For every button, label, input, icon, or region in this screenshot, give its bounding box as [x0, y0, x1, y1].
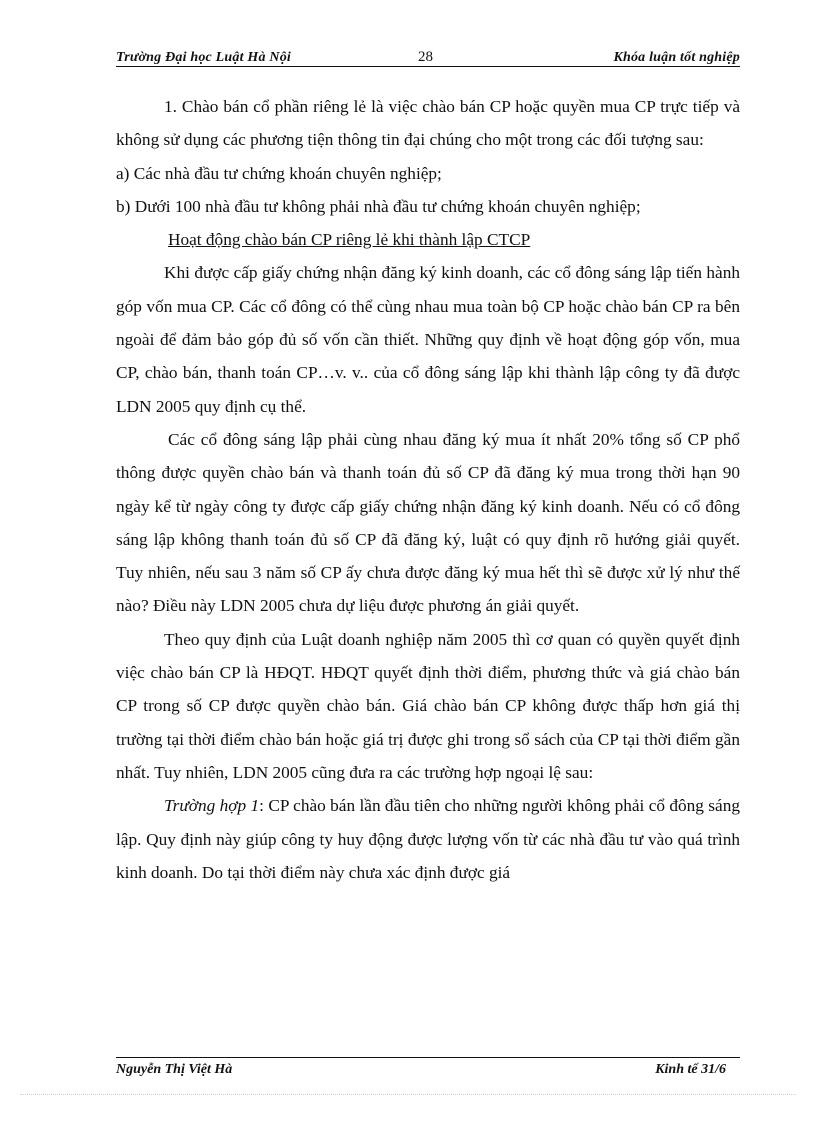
- header-university: Trường Đại học Luật Hà Nội: [116, 50, 291, 65]
- footer-author: Nguyễn Thị Việt Hà: [116, 1062, 233, 1077]
- paragraph-capital-contribution: Khi được cấp giấy chứng nhận đăng ký kinh doanh, các cổ đông sáng lập tiến hành góp vốn mua CP. Các cổ đông có thể cùng nhau mua toàn bộ CP hoặc chào bán CP ra bên ngoài để đảm bảo góp đủ số vốn cần thiết. Những quy định về hoạt động góp vốn, mua CP, chào bán, thanh toán CP…v. v.. của cổ đông sáng lập khi thành lập công ty đã được LDN 2005 quy định cụ thể.: [116, 263, 740, 416]
- page-footer: [116, 1060, 740, 1080]
- document-body: [116, 90, 740, 889]
- footer-class: Kinh tế 31/6: [655, 1062, 726, 1077]
- paragraph-case-1: [116, 789, 740, 889]
- paragraph-founding-shareholders: Các cổ đông sáng lập phải cùng nhau đăng ký mua ít nhất 20% tổng số CP phổ thông được quyền chào bán và thanh toán đủ số CP đã đăng ký mua trong thời hạn 90 ngày kể từ ngày công ty được cấp giấy chứng nhận đăng ký kinh doanh. Nếu có cổ đông sáng lập không thanh toán đủ số CP đã đăng ký, luật có quy định rõ hướng giải quyết. Tuy nhiên, nếu sau 3 năm số CP ấy chưa được đăng ký mua hết thì sẽ được xử lý như thế nào? Điều này LDN 2005 chưa dự liệu được phương án giải quyết.: [116, 429, 740, 616]
- header-thesis-type: Khóa luận tốt nghiệp: [613, 50, 740, 65]
- footer-divider: [116, 1057, 740, 1058]
- section-heading: Hoạt động chào bán CP riêng lẻ khi thành lập CTCP: [168, 230, 531, 250]
- header-divider: [116, 66, 740, 67]
- paragraph-board-decision: Theo quy định của Luật doanh nghiệp năm 2005 thì cơ quan có quyền quyết định việc chào bán CP là HĐQT. HĐQT quyết định thời điểm, phương thức và giá chào bán CP trong số CP được quyền chào bán. Giá chào bán CP không được thấp hơn giá thị trường tại thời điểm chào bán hoặc giá trị được ghi trong sổ sách của CP tại thời điểm gần nhất. Tuy nhiên, LDN 2005 cũng đưa ra các trường hợp ngoại lệ sau:: [116, 629, 740, 782]
- page-header: [116, 48, 740, 68]
- list-item-b: b) Dưới 100 nhà đầu tư không phải nhà đầu tư chứng khoán chuyên nghiệp;: [116, 196, 641, 216]
- case-1-label: Trường hợp 1: [164, 796, 260, 816]
- page-number: 28: [418, 49, 433, 65]
- paragraph-definition: 1. Chào bán cổ phần riêng lẻ là việc chào bán CP hoặc quyền mua CP trực tiếp và không sử dụng các phương tiện thông tin đại chúng cho một trong các đối tượng sau:: [116, 97, 740, 150]
- list-item-a: a) Các nhà đầu tư chứng khoán chuyên nghiệp;: [116, 163, 442, 183]
- case-1-text: : CP chào bán lần đầu tiên cho những người không phải cổ đông sáng lập. Quy định này giúp công ty huy động được lượng vốn từ các nhà đầu tư vào quá trình kinh doanh. Do tại thời điểm này chưa xác định được giá: [116, 796, 740, 882]
- page-edge-line: [20, 1094, 796, 1095]
